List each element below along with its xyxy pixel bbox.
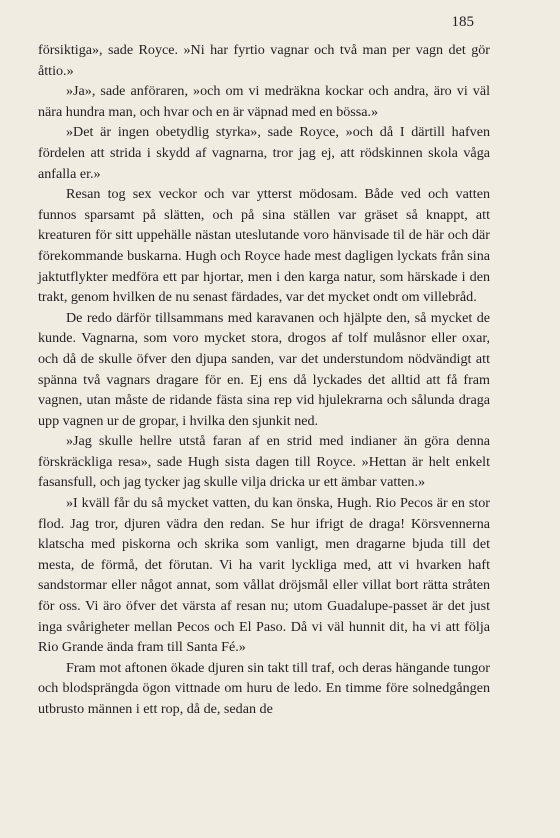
paragraph: Fram mot aftonen ökade djuren sin takt till traf, och deras hängande tungor och blodsprängda ögon vittnade om huru de ledo. En timme före solnedgången utbrusto männen i ett rop, då de, sedan de — [38, 659, 490, 717]
paragraph: »I kväll får du så mycket vatten, du kan önska, Hugh. Rio Pecos är en stor flod. Jag tror, djuren vädra den redan. Se hur ifrigt de draga! Körsvennerna klatscha med piskorna och skrika som vanligt, men dragarne bjuda till det mesta, de förmå, det förutan. Vi ha varit lyckliga med, att vi hvarken haft sandstormar eller något annat, som vållat dröjsmål eller villat bort rätta stråten för oss. Vi äro öfver det värsta af resan nu; utom Guadalupe-passet är det just inga svårigheter mellan Pecos och El Paso. Då vi väl hunnit dit, ha vi att följa Rio Grande ända fram till Santa Fé.» — [38, 495, 490, 656]
paragraph: försiktiga», sade Royce. »Ni har fyrtio vagnar och två man per vagn det gör åttio.» — [38, 42, 490, 79]
body-text — [38, 40, 490, 720]
paragraph: Resan tog sex veckor och var ytterst mödosam. Både ved och vatten funnos sparsamt på slätten, och på sina ställen var gräset så knappt, att kreaturen för sitt uppehälle nästan uteslutande voro hänvisade til de här och där förekommande buskarna. Hugh och Royce hade mest dagligen lyckats från sina jaktutflykter medföra ett par hjortar, men i den karga natur, som härskade i den trakt, genom hvilken de nu senast färdades, var det mycket ondt om villebråd. — [38, 186, 490, 306]
paragraph: De redo därför tillsammans med karavanen och hjälpte den, så mycket de kunde. Vagnarna, som voro mycket stora, drogos af tolf mulåsnor eller oxar, och då de skulle öfver den djupa sanden, var det understundom nödvändigt att spänna två vagnars dragare för en. Ej ens då lyckades det alltid att få fram vagnen, utan måste de ridande fästa sina rep vid hjulekrarna och sålunda draga upp vagnen ur de gropar, i hvilka den sjunkit ned. — [38, 309, 490, 429]
paragraph: »Ja», sade anföraren, »och om vi medräkna kockar och andra, äro vi väl nära hundra man, och hvar och en är väpnad med en bössa.» — [38, 83, 490, 120]
paragraph: »Jag skulle hellre utstå faran af en strid med indianer än göra denna förskräckliga resa», sade Hugh sista dagen till Royce. »Hettan är helt enkelt fasansfull, och jag tycker jag skulle vilja dricka ur ett ämbar vatten.» — [38, 433, 490, 491]
page-number: 185 — [451, 14, 474, 30]
paragraph: »Det är ingen obetydlig styrka», sade Royce, »och då I därtill hafven fördelen att strida i skydd af vagnarna, tror jag ej, att rödskinnen skola våga anfalla er.» — [38, 124, 490, 182]
